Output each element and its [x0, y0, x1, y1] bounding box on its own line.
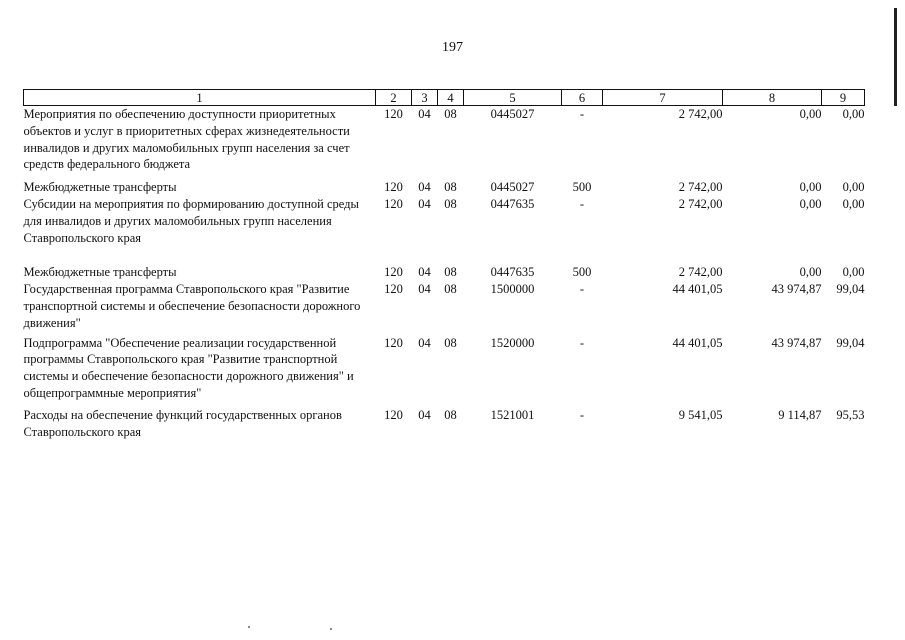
cell-col2: 120	[384, 265, 403, 280]
cell-col3: 04	[418, 407, 431, 422]
cell-col8: 9 114,87	[778, 407, 822, 422]
cell-col3: 04	[418, 196, 431, 211]
row-name: Расходы на обеспечение функций государственных органов Ставропольского края	[23, 407, 342, 439]
cell-col2: 120	[384, 282, 403, 297]
table-header-row	[24, 90, 865, 106]
scan-edge-mark	[894, 8, 897, 106]
table-row	[24, 179, 865, 196]
cell-col2: 120	[384, 107, 403, 121]
cell-col2: 120	[384, 196, 403, 211]
cell-col3: 04	[418, 335, 431, 350]
cell-col3: 04	[418, 180, 431, 195]
cell-col5: 1521001	[490, 407, 535, 422]
cell-col8: 0,00	[799, 180, 822, 195]
cell-col6: 500	[572, 265, 592, 280]
cell-col5: 0445027	[490, 180, 535, 195]
cell-col4: 08	[444, 265, 457, 280]
cell-col4: 08	[444, 196, 457, 211]
cell-col6: -	[579, 107, 585, 121]
cell-col8: 0,00	[799, 196, 822, 211]
cell-col5: 0445027	[490, 107, 535, 121]
cell-col2: 120	[384, 407, 403, 422]
cell-col4: 08	[444, 407, 457, 422]
cell-col7: 2 742,00	[678, 107, 723, 121]
scan-speck	[248, 626, 250, 628]
table-row	[24, 106, 865, 180]
cell-col7: 44 401,05	[672, 282, 723, 297]
row-name: Мероприятия по обеспечению доступности приоритетных объектов и услуг в приоритетных сферах жизнедеятельности инвалидов и других маломобильных групп населения за счет средств федерального бюджета	[23, 107, 350, 172]
cell-col5: 0447635	[490, 265, 535, 280]
cell-col9: 99,04	[836, 282, 865, 297]
cell-col3: 04	[418, 282, 431, 297]
cell-col8: 0,00	[799, 107, 822, 121]
cell-col9: 99,04	[836, 335, 865, 350]
cell-col9: 0,00	[842, 107, 865, 121]
col-header-1: 1	[24, 90, 376, 106]
table-row	[24, 335, 865, 407]
col-header-6: 6	[562, 90, 603, 106]
cell-col9: 0,00	[842, 265, 865, 280]
col-header-7: 7	[603, 90, 723, 106]
cell-col5: 0447635	[490, 196, 535, 211]
cell-col2: 120	[384, 180, 403, 195]
table-row	[24, 281, 865, 334]
cell-col3: 04	[418, 265, 431, 280]
cell-col7: 2 742,00	[678, 180, 723, 195]
page-number: 197	[442, 40, 463, 55]
row-name: Межбюджетные трансферты	[23, 265, 177, 280]
cell-col7: 9 541,05	[678, 407, 723, 422]
cell-col5: 1500000	[490, 282, 535, 297]
cell-col2: 120	[384, 335, 403, 350]
table-row	[24, 407, 865, 441]
cell-col9: 95,53	[836, 407, 865, 422]
cell-col9: 0,00	[842, 196, 865, 211]
cell-col4: 08	[444, 335, 457, 350]
cell-col7: 2 742,00	[678, 196, 723, 211]
table-row	[24, 196, 865, 264]
row-name: Государственная программа Ставропольского края "Развитие транспортной системы и обеспечение безопасности дорожного движения"	[23, 282, 361, 330]
cell-col6: -	[579, 196, 585, 211]
col-header-2: 2	[376, 90, 412, 106]
scan-speck	[330, 628, 332, 630]
cell-col8: 43 974,87	[771, 335, 822, 350]
cell-col6: -	[579, 282, 585, 297]
row-name: Подпрограмма "Обеспечение реализации государственной программы Ставропольского края "Развитие транспортной системы и обеспечение безопасности дорожного движения" и общепрограммные мероприятия"	[23, 335, 354, 400]
table-row	[24, 264, 865, 281]
col-header-9: 9	[822, 90, 865, 106]
cell-col4: 08	[444, 180, 457, 195]
row-name: Межбюджетные трансферты	[23, 180, 177, 195]
cell-col4: 08	[444, 107, 457, 121]
cell-col7: 2 742,00	[678, 265, 723, 280]
row-name: Субсидии на мероприятия по формированию доступной среды для инвалидов и других маломобильных групп населения Ставропольского края	[23, 196, 359, 245]
cell-col8: 43 974,87	[771, 282, 822, 297]
col-header-5: 5	[464, 90, 562, 106]
cell-col6: 500	[572, 180, 592, 195]
cell-col6: -	[579, 335, 585, 350]
cell-col5: 1520000	[490, 335, 535, 350]
cell-col7: 44 401,05	[672, 335, 723, 350]
cell-col4: 08	[444, 282, 457, 297]
cell-col3: 04	[418, 107, 431, 121]
col-header-8: 8	[723, 90, 822, 106]
col-header-3: 3	[412, 90, 438, 106]
col-header-4: 4	[438, 90, 464, 106]
cell-col6: -	[579, 407, 585, 422]
budget-table	[23, 89, 865, 440]
cell-col8: 0,00	[799, 265, 822, 280]
cell-col9: 0,00	[842, 180, 865, 195]
